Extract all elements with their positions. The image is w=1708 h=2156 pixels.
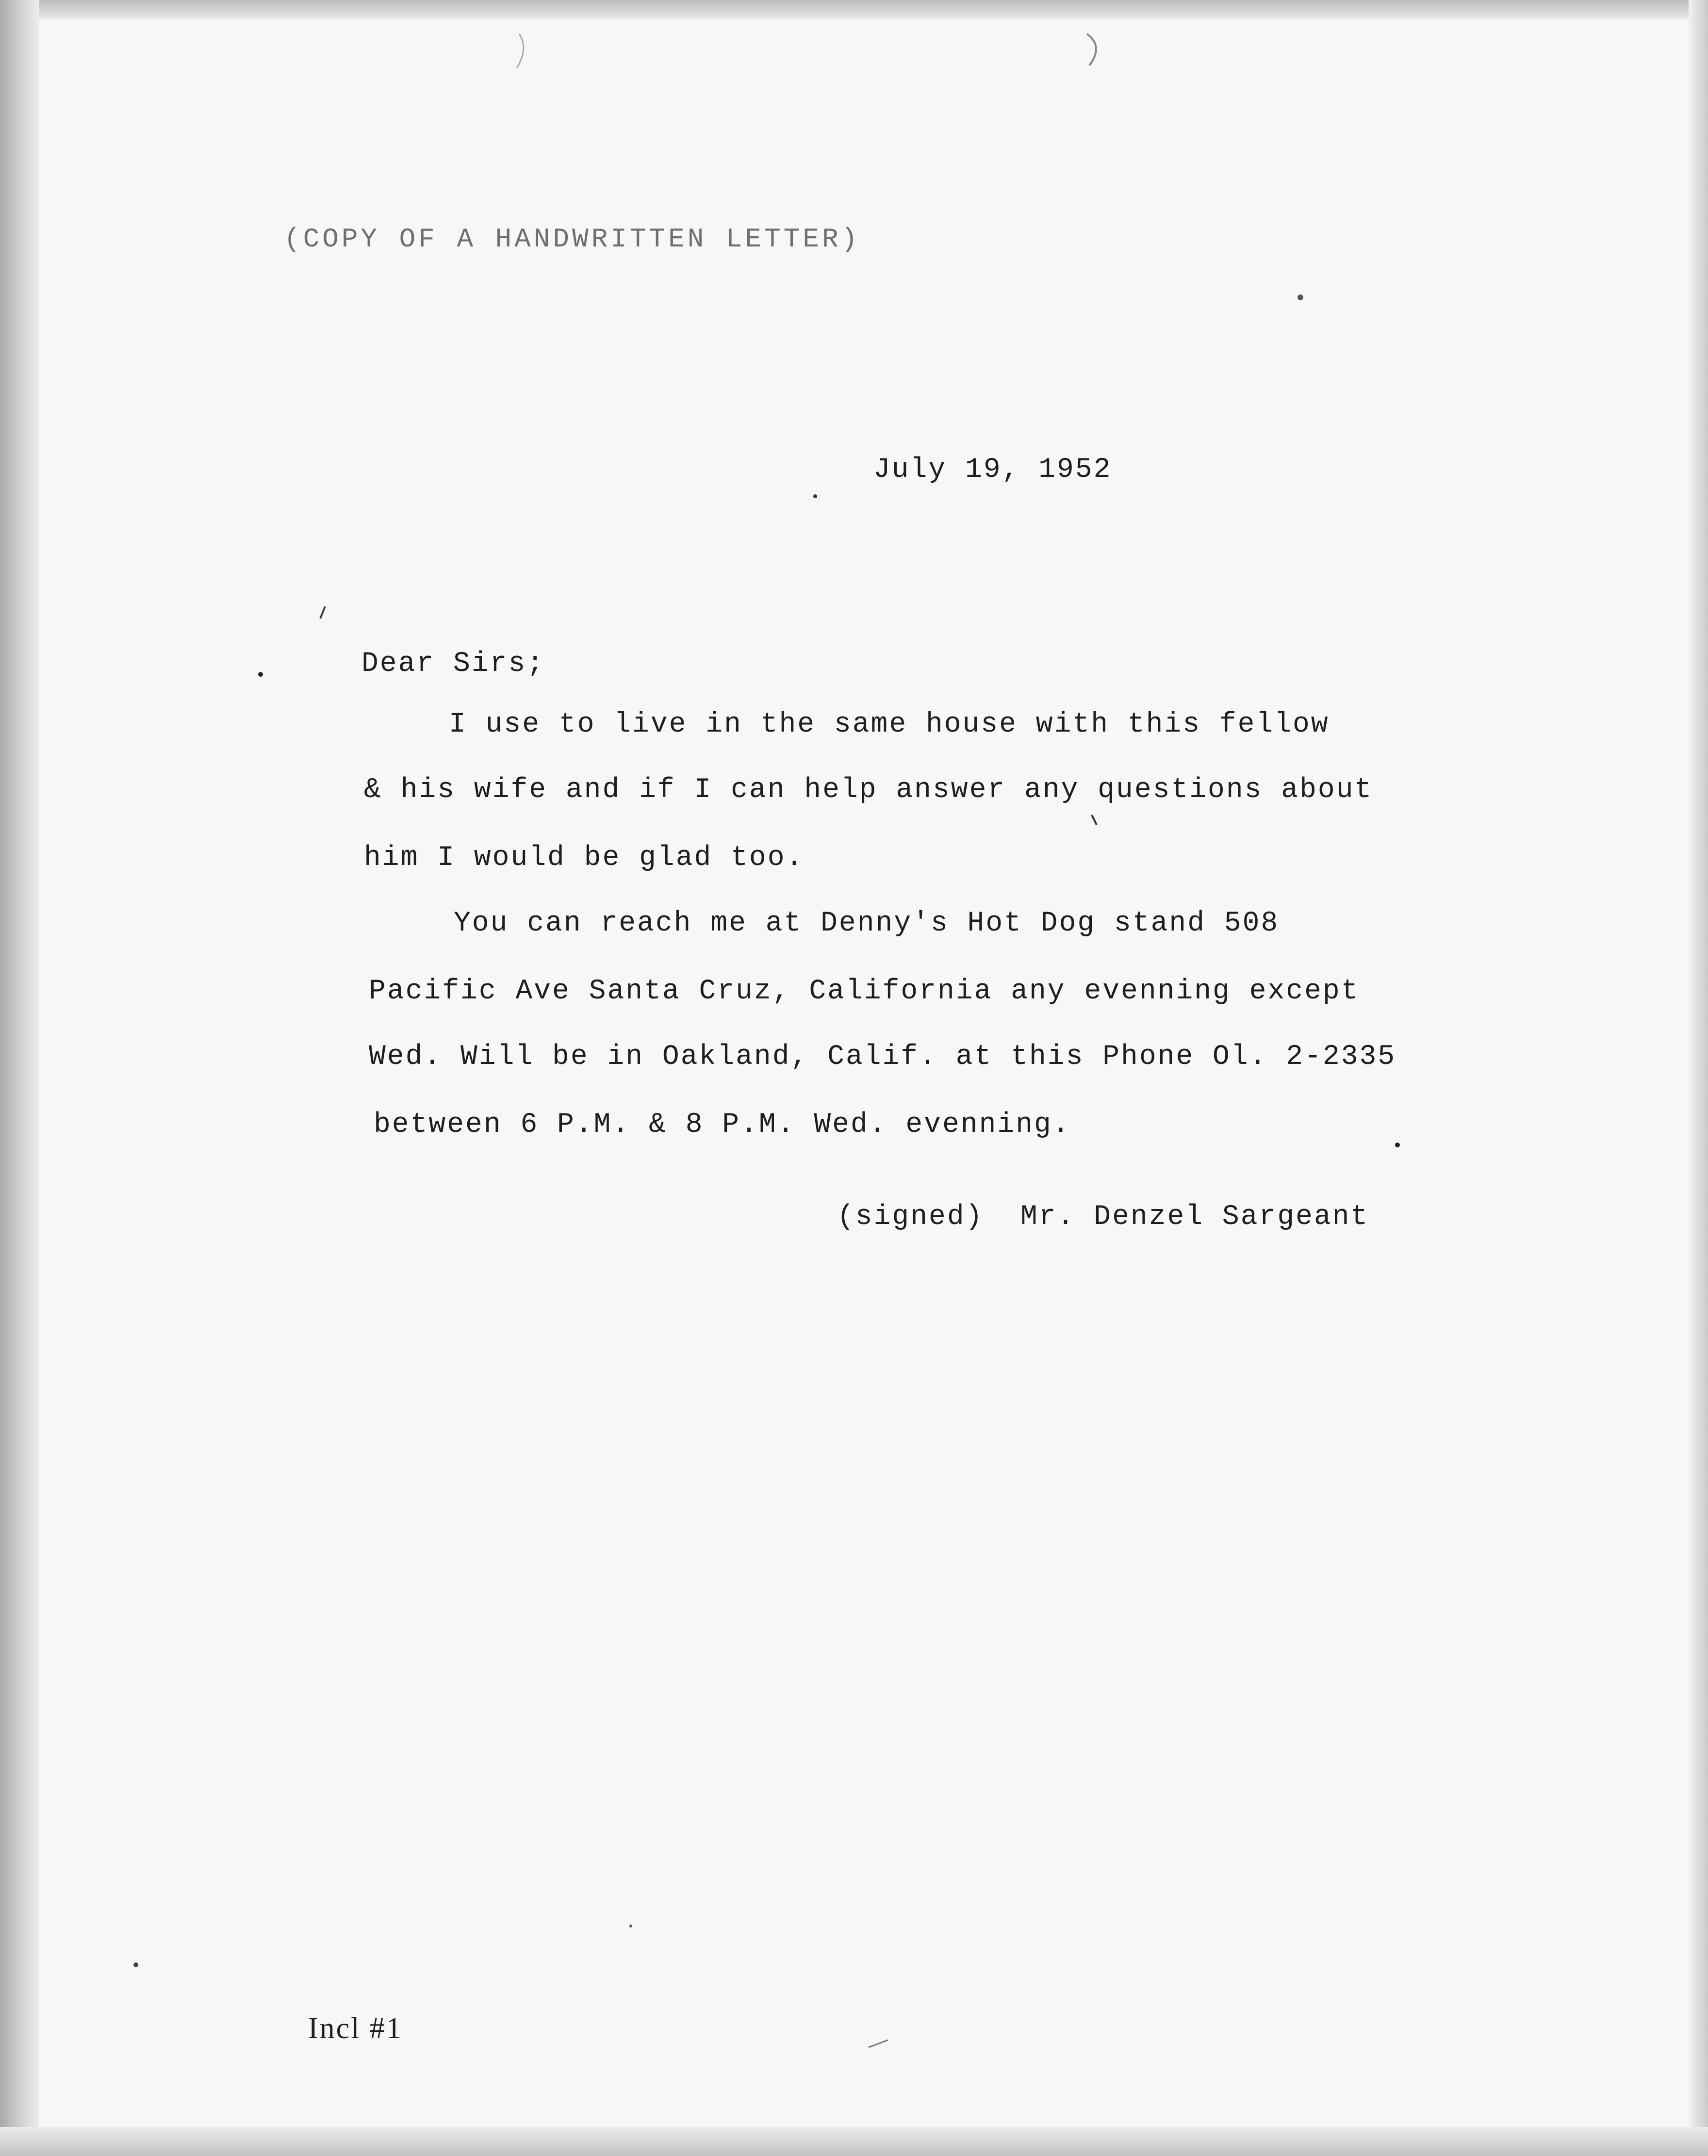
scan-border-left bbox=[0, 0, 39, 2156]
scan-border-bottom bbox=[0, 2127, 1708, 2156]
body-line-4: You can reach me at Denny's Hot Dog stand 508 bbox=[454, 908, 1280, 939]
signature-line: (signed) Mr. Denzel Sargeant bbox=[837, 1201, 1369, 1233]
body-line-2: & his wife and if I can help answer any questions about bbox=[364, 774, 1373, 806]
scan-border-right bbox=[1689, 0, 1708, 2156]
body-line-5: Pacific Ave Santa Cruz, California any evenning except bbox=[369, 976, 1360, 1007]
copy-header-note: (COPY OF A HANDWRITTEN LETTER) bbox=[284, 224, 861, 255]
body-line-7: between 6 P.M. & 8 P.M. Wed. evenning. bbox=[374, 1109, 1071, 1141]
body-line-3: him I would be glad too. bbox=[364, 842, 805, 874]
scan-specks bbox=[39, 19, 1689, 2127]
body-line-1: I use to live in the same house with this fellow bbox=[449, 709, 1330, 740]
letter-date: July 19, 1952 bbox=[873, 454, 1112, 486]
salutation: Dear Sirs; bbox=[361, 648, 545, 680]
scan-border-top bbox=[0, 0, 1708, 19]
enclosure-label: Incl #1 bbox=[308, 2012, 403, 2045]
letter-page bbox=[39, 19, 1689, 2127]
body-line-6: Wed. Will be in Oakland, Calif. at this Phone Ol. 2-2335 bbox=[369, 1041, 1396, 1073]
